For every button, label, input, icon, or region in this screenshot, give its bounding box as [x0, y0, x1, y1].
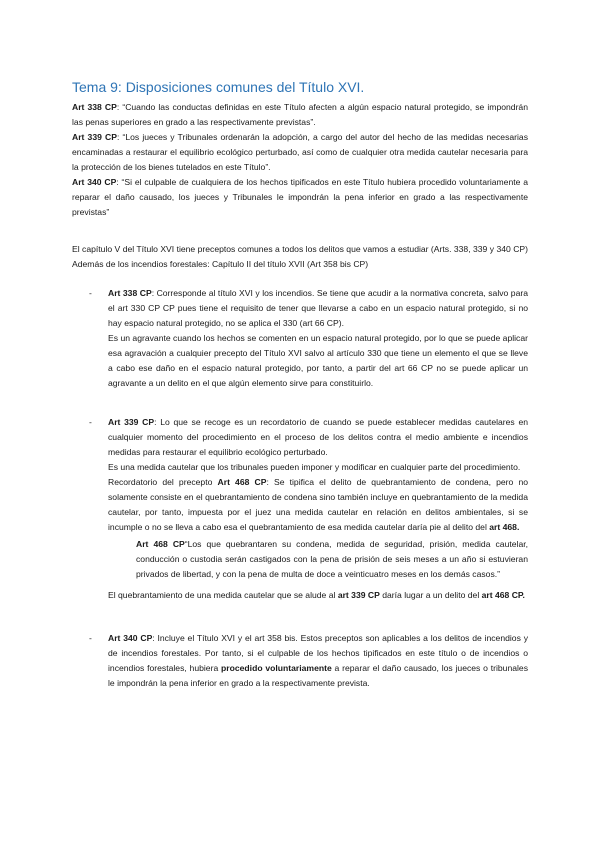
intro-paragraph: El capítulo V del Título XVI tiene preceptos comunes a todos los delitos que vamos a estudiar (Arts. 338, 339 y 340 CP) Además de los incendios forestales: Capítulo II del título XVII (Art 358 bis CP) [72, 244, 528, 269]
item-text: : Se tipifica el delito de quebrantamiento de condena, pero no solamente consiste en el quebrantamiento de condena sino también incluye en quebrantamiento de la medida cautelar, por tanto, impuesta por el juez una medida cautelar en relación en delitos ambientales, si se incumple o no se lleva a cabo esa el quebrantamiento de esa medida cautelar daría pie al delito del [108, 477, 528, 532]
list-item-art-338 [72, 286, 528, 391]
item-text: Recordatorio del precepto [108, 477, 218, 487]
item-ref: Art 339 CP [108, 417, 155, 427]
item-paragraph: Es un agravante cuando los hechos se comenten en un espacio natural protegido, por lo que se puede aplicar esa agravación a cualquier precepto del Título XVI salvo al artículo 330 que tiene un elemento el que se lleve a cabo ese daño en el espacio natural protegido, por tanto, a partir del art 66 CP no se puede aplicar un agravante a un delito en el que algún elemento sirve para constituirlo. [108, 333, 528, 388]
item-text: : Lo que se recoge es un recordatorio de cuando se puede establecer medidas cautelares en cualquier momento del procedimiento en el proceso de los delitos contra el medio ambiente e incendios medidas para restaurar el equilibrio ecológico perturbado. [108, 417, 529, 457]
item-ref: art 468. [489, 522, 520, 532]
article-340-statement [72, 175, 528, 220]
item-paragraph [108, 286, 528, 331]
item-paragraph [108, 631, 528, 691]
commentary-list [72, 286, 528, 691]
document-page [72, 78, 528, 691]
list-item-art-339 [72, 415, 528, 603]
article-338-statement [72, 100, 528, 130]
item-text: daría lugar a un delito del [379, 590, 482, 600]
item-ref: Art 468 CP [217, 477, 267, 487]
list-bullet: - [89, 288, 92, 298]
item-ref: Art 338 CP [108, 288, 152, 298]
item-ref: art 468 CP. [481, 590, 525, 600]
item-paragraph [108, 588, 528, 603]
article-ref: Art 340 CP [72, 177, 117, 187]
article-ref: Art 338 CP [72, 102, 117, 112]
article-text: : “Cuando las conductas definidas en este Título afecten a algún espacio natural protegido, se impondrán las penas superiores en grado a las respectivamente previstas”. [72, 102, 528, 127]
page-title: Tema 9: Disposiciones comunes del Título XVI. [72, 79, 365, 95]
item-paragraph: Es una medida cautelar que los tribunales pueden imponer y modificar en cualquier parte del procedimiento. [108, 462, 521, 472]
article-ref: Art 339 CP [72, 132, 117, 142]
list-item-art-340 [72, 631, 528, 691]
item-paragraph [108, 475, 528, 535]
article-text: : “Los jueces y Tribunales ordenarán la adopción, a cargo del autor del hecho de las medidas necesarias encaminadas a restaurar el equilibrio ecológico perturbado, así como de cualquier otra medida cautelar necesaria para la protección de los bienes tutelados en este Título”. [72, 132, 528, 172]
item-text: : Incluye el Título XVI y el art 358 bis. Estos preceptos son aplicables a los delitos de incendios y de incendios forestales. Por tanto, si el culpable de los hechos tipificados en este título o de incendios o incendios forestales, hubiera [108, 633, 528, 673]
item-emphasis: procedido voluntariamente [221, 663, 332, 673]
item-ref: Art 340 CP [108, 633, 153, 643]
article-text: : “Si el culpable de cualquiera de los hechos tipificados en este Título hubiera procedido voluntariamente a reparar el daño causado, los jueces y Tribunales le impondrán la pena inferior en grado a las respectivamente previstas” [72, 177, 528, 217]
list-bullet: - [89, 417, 92, 427]
list-bullet: - [89, 633, 92, 643]
item-text: El quebrantamiento de una medida cautelar que se alude al [108, 590, 338, 600]
item-ref: art 339 CP [337, 590, 380, 600]
item-text: : Corresponde al título XVI y los incendios. Se tiene que acudir a la normativa concreta, salvo para el art 330 CP CP pues tiene el requisito de tener que llevarse a cabo en un espacio natural protegido, si no hay espacio natural protegido, no se aplica el 330 (art 66 CP). [108, 288, 529, 328]
item-paragraph [108, 415, 528, 460]
quote-text: “Los que quebrantaren su condena, medida de seguridad, prisión, medida cautelar, conducción o custodia serán castigados con la pena de prisión de seis meses a un año si estuvieran privados de libertad, y con la pena de multa de doce a veinticuatro meses en los demás casos.” [136, 539, 528, 579]
article-339-statement [72, 130, 528, 175]
quoted-article [108, 537, 528, 582]
item-text: a reparar el daño causado, los jueces o tribunales le impondrán la pena inferior en grado a la respectivamente prevista. [108, 663, 528, 688]
quote-ref: Art 468 CP [136, 539, 185, 549]
